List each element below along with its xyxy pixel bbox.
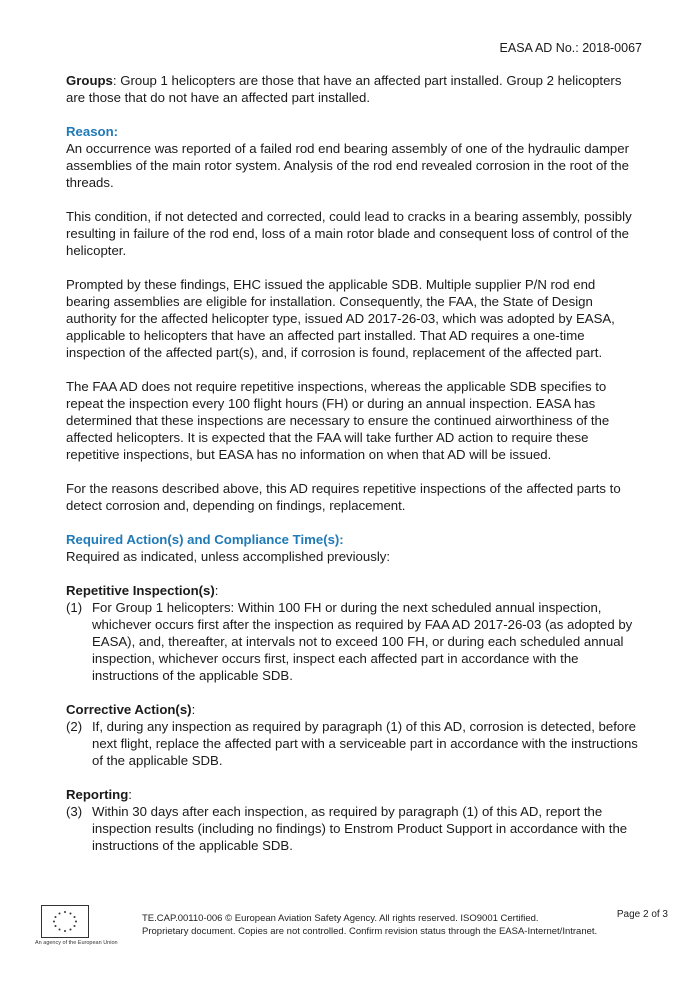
paragraph-text: Within 30 days after each inspection, as required by paragraph (1) of this AD, report the inspection results (including no findings) to Enstrom Product Support in accordance with the instructions of the applicable SDB. <box>92 804 628 853</box>
corrective-action-heading: Corrective Action(s): <box>66 702 196 717</box>
paragraph-number: (1) <box>66 600 83 615</box>
paragraph-3 <box>66 803 642 854</box>
eu-caption: An agency of the European Union <box>35 940 118 946</box>
section-title: Reporting <box>66 787 129 802</box>
groups-label: Groups <box>66 73 113 88</box>
repetitive-inspection-heading: Repetitive Inspection(s): <box>66 583 219 598</box>
required-actions-heading: Required Action(s) and Compliance Time(s): <box>66 532 344 547</box>
eu-flag-icon <box>41 905 89 938</box>
footer-line-2: Proprietary document. Copies are not controlled. Confirm revision status through the EASA-Internet/Intranet. <box>142 926 598 937</box>
paragraph-1 <box>66 599 642 684</box>
required-actions-intro: Required as indicated, unless accomplished previously: <box>66 549 391 564</box>
page-number: Page 2 of 3 <box>616 909 668 920</box>
groups-text: : Group 1 helicopters are those that have an affected part installed. Group 2 helicopters are those that do not have an affected part installed. <box>66 73 622 105</box>
paragraph-text: If, during any inspection as required by paragraph (1) of this AD, corrosion is detected, before next flight, replace the affected part with a serviceable part in accordance with the instructions of the applicable SDB. <box>92 719 638 768</box>
paragraph-number: (2) <box>66 719 83 734</box>
reason-paragraph-4: The FAA AD does not require repetitive inspections, whereas the applicable SDB specifies to repeat the inspection every 100 flight hours (FH) or during an annual inspection. EASA has determined that these inspections are necessary to ensure the continued airworthiness of the affected helicopters. It is expected that the FAA will take further AD action to require these repetitive inspections, but EASA has no information on when that AD will be issued. <box>66 379 610 462</box>
reason-heading: Reason: <box>66 124 119 139</box>
groups-paragraph <box>66 72 642 106</box>
reason-paragraph-1: An occurrence was reported of a failed rod end bearing assembly of one of the hydraulic damper assemblies of the main rotor system. Analysis of the rod end revealed corrosion in the root of the threads. <box>66 141 629 190</box>
section-title: Repetitive Inspection(s) <box>66 583 215 598</box>
ad-number: EASA AD No.: 2018-0067 <box>499 41 642 55</box>
paragraph-2 <box>66 718 642 769</box>
reporting-heading: Reporting: <box>66 787 132 802</box>
footer-text <box>142 912 597 938</box>
reason-paragraph-2: This condition, if not detected and corrected, could lead to cracks in a bearing assembly, possibly resulting in failure of the rod end, loss of a main rotor blade and consequent loss of control of the helicopter. <box>66 209 632 258</box>
document-body <box>66 72 642 871</box>
paragraph-text: For Group 1 helicopters: Within 100 FH or during the next scheduled annual inspection, whichever occurs first after the inspection as required by FAA AD 2017-26-03 (as adopted by EASA), and, thereafter, at intervals not to exceed 100 FH, or during each scheduled annual inspection, whichever occurs first, inspect each affected part in accordance with the instructions of the applicable SDB. <box>92 600 633 683</box>
paragraph-number: (3) <box>66 804 83 819</box>
section-title: Corrective Action(s) <box>66 702 192 717</box>
reason-paragraph-3: Prompted by these findings, EHC issued the applicable SDB. Multiple supplier P/N rod end bearing assemblies are eligible for installation. Consequently, the FAA, the State of Design authority for the affected helicopter type, issued AD 2017-26-03, which was adopted by EASA, applicable to helicopters that have an affected part installed. That AD requires a one-time inspection of the affected part(s), and, if corrosion is found, replacement of the affected part. <box>66 277 615 360</box>
footer-line-1: TE.CAP.00110-006 © European Aviation Safety Agency. All rights reserved. ISO9001 Certified. <box>142 913 539 924</box>
reason-paragraph-5: For the reasons described above, this AD requires repetitive inspections of the affected parts to detect corrosion and, depending on findings, replacement. <box>66 481 621 513</box>
